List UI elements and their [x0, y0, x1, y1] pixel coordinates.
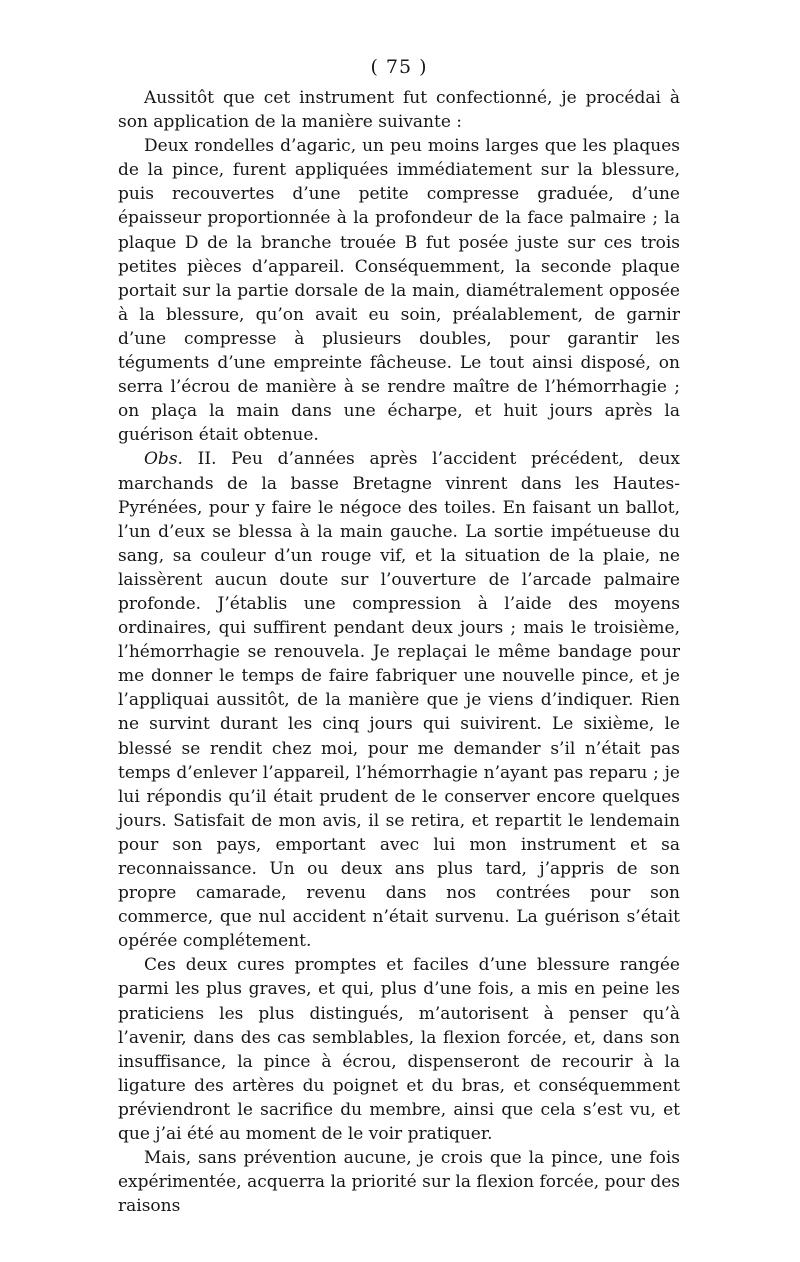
paragraph-5 [118, 1146, 680, 1218]
paragraph-1-text: Aussitôt que cet instrument fut confectionné, je procédai à son application de la manière suivante : [118, 88, 680, 133]
paragraph-3-text: II. Peu d’années après l’accident précédent, deux marchands de la basse Bretagne vinrent dans les Hautes-Pyrénées, pour y faire le négoce des toiles. En faisant un ballot, l’un d’eux se blessa à la main gauche. La sortie impétueuse du sang, sa couleur d’un rouge vif, et la situation de la plaie, ne laissèrent aucun doute sur l’ouverture de l’arcade palmaire profonde. J’établis une compression à l’aide des moyens ordinaires, qui suffirent pendant deux jours ; mais le troisième, l’hémorrhagie se renouvela. Je replaçai le même bandage pour me donner le temps de faire fabriquer une nouvelle pince, et je l’appliquai aussitôt, de la manière que je viens d’indiquer. Rien ne survint durant les cinq jours qui suivirent. Le sixième, le blessé se rendit chez moi, pour me demander s’il n’était pas temps d’enlever l’appareil, l’hémorrhagie n’ayant pas reparu ; je lui répondis qu’il était prudent de le conserver encore quelques jours. Satisfait de mon avis, il se retira, et repartit le lendemain pour son pays, emportant avec lui mon instrument et sa reconnaissance. Un ou deux ans plus tard, j’appris de son propre camarade, revenu dans nos contrées pour son commerce, que nul accident n’était survenu. La guérison s’était opérée complétement. [118, 449, 680, 952]
paragraph-obs-2 [118, 447, 680, 953]
book-page [118, 52, 680, 1242]
paragraph-4 [118, 953, 680, 1146]
paragraph-2 [118, 134, 680, 447]
paragraph-2-text: Deux rondelles d’agaric, un peu moins larges que les plaques de la pince, furent appliquées immédiatement sur la blessure, puis recouvertes d’une petite compresse graduée, d’une épaisseur proportionnée à la profondeur de la face palmaire ; la plaque D de la branche trouée B fut posée juste sur ces trois petites pièces d’appareil. Conséquemment, la seconde plaque portait sur la partie dorsale de la main, diamétralement opposée à la blessure, qu’on avait eu soin, préalablement, de garnir d’une compresse à plusieurs doubles, pour garantir les téguments d’une empreinte fâcheuse. Le tout ainsi disposé, on serra l’écrou de manière à se rendre maître de l’hémorrhagie ; on plaça la main dans une écharpe, et huit jours après la guérison était obtenue. [118, 136, 680, 446]
observation-label: Obs. [144, 449, 183, 470]
paragraph-5-text: Mais, sans prévention aucune, je crois que la pince, une fois expérimentée, acquerra la priorité sur la flexion forcée, pour des raisons [118, 1148, 680, 1217]
paragraph-1 [118, 86, 680, 134]
page-number: ( 75 ) [370, 56, 428, 78]
paragraph-4-text: Ces deux cures promptes et faciles d’une blessure rangée parmi les plus graves, et qui, plus d’une fois, a mis en peine les praticiens les plus distingués, m’autorisent à penser qu’à l’avenir, dans des cas semblables, la flexion forcée, et, dans son insuffisance, la pince à écrou, dispenseront de recourir à la ligature des artères du poignet et du bras, et conséquemment préviendront le sacrifice du membre, ainsi que cela s’est vu, et que j’ai été au moment de le voir pratiquer. [118, 955, 680, 1145]
